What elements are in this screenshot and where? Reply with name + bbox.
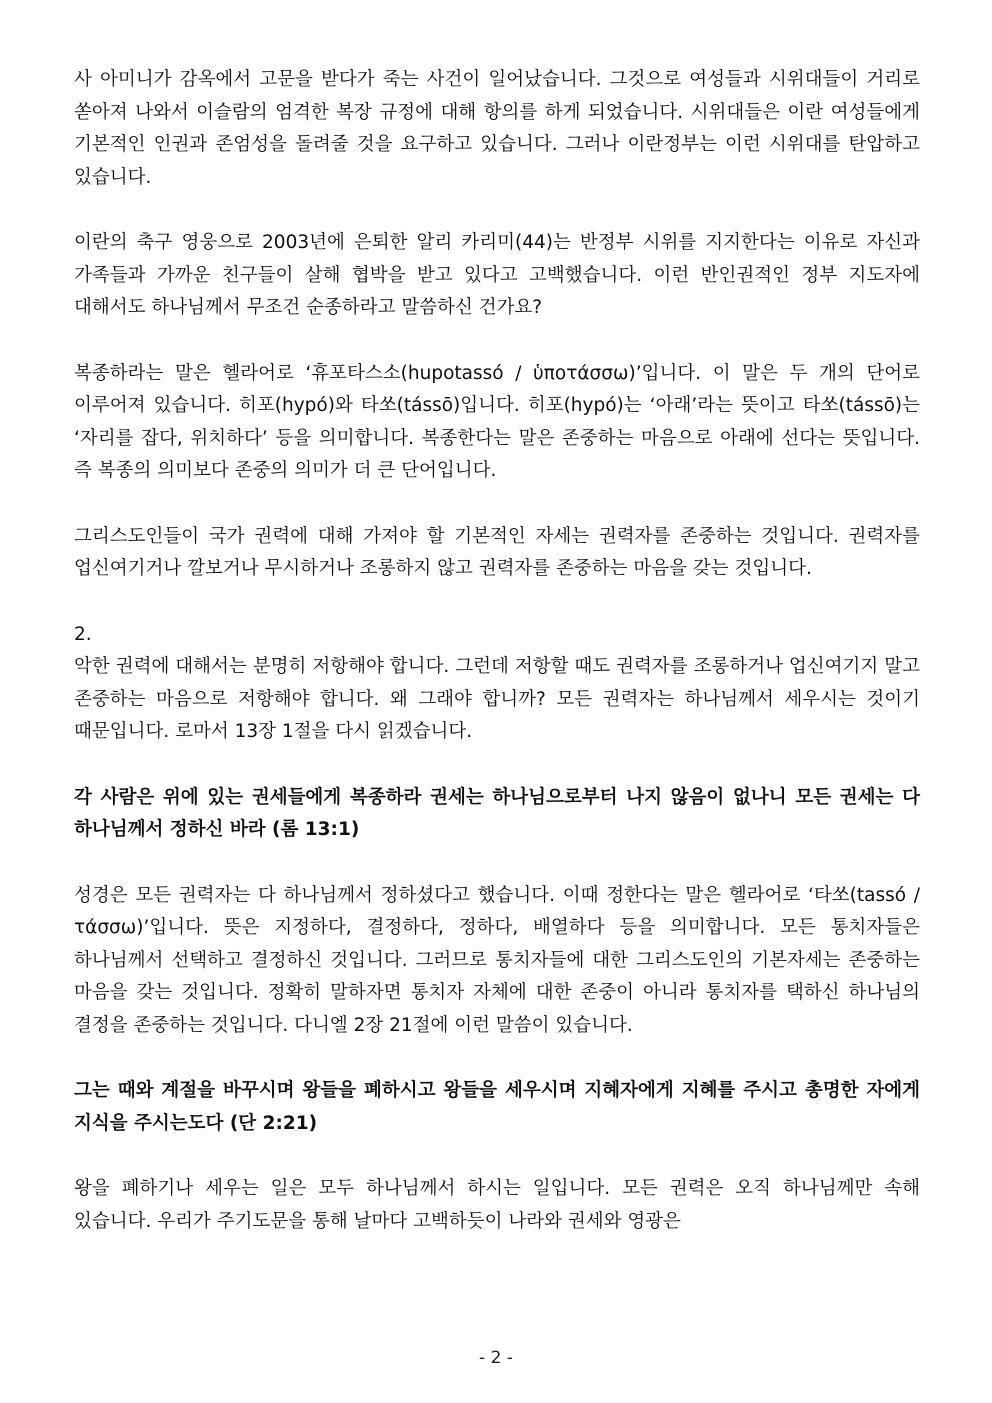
scripture-quote-daniel: 그는 때와 계절을 바꾸시며 왕들을 폐하시고 왕들을 세우시며 지혜자에게 지혜를 주시고 총명한 자에게 지식을 주시는도다 (단 2:21) [74,1080,920,1134]
paragraph-iran-protests: 사 아미니가 감옥에서 고문을 받다가 죽는 사건이 일어났습니다. 그것으로 여성들과 시위대들이 거리로 쏟아져 나와서 이슬람의 엄격한 복장 규정에 대해 항의를 하게 되었습니다. 시위대들은 이란 여성들에게 기본적인 인권과 존엄성을 돌려줄 것을 요구하고 있습니다. 그러나 이란정부는 이런 시위대를 탄압하고 있습니다. [74,69,920,188]
document-page [74,64,920,1238]
paragraph-respect-authority: 그리스도인들이 국가 권력에 대해 가져야 할 기본적인 자세는 권력자를 존중하는 것입니다. 권력자를 업신여기거나 깔보거나 무시하거나 조롱하지 않고 권력자를 존중하는 마음을 갖는 것입니다. [74,525,920,579]
scripture-quote-romans: 각 사람은 위에 있는 권세들에게 복종하라 권세는 하나님으로부터 나지 않음이 없나니 모든 권세는 다 하나님께서 정하신 바라 (롬 13:1) [74,786,920,840]
paragraph-resist-evil-power: 악한 권력에 대해서는 분명히 저항해야 합니다. 그런데 저항할 때도 권력자를 조롱하거나 업신여기지 말고 존중하는 마음으로 저항해야 합니다. 왜 그래야 합니까? 모든 권력자는 하나님께서 세우시는 것이기 때문입니다. 로마서 13장 1절을 다시 읽겠습니다. [74,656,920,742]
paragraph-tasso-meaning: 성경은 모든 권력자는 다 하나님께서 정하셨다고 했습니다. 이때 정한다는 말은 헬라어로 ‘타쏘(tassó / τάσσω)’입니다. 뜻은 지정하다, 결정하다, 정하다, 배열하다 등을 의미합니다. 모든 통치자들은 하나님께서 선택하고 결정하신 것입니다. 그러므로 통치자들에 대한 그리스도인의 기본자세는 존중하는 마음을 갖는 것입니다. 정확히 말하자면 통치자 자체에 대한 존중이 아니라 통치자를 택하신 하나님의 결정을 존중하는 것입니다. 다니엘 2장 21절에 이런 말씀이 있습니다. [74,884,920,1036]
paragraph-ali-karimi: 이란의 축구 영웅으로 2003년에 은퇴한 알리 카리미(44)는 반정부 시위를 지지한다는 이유로 자신과 가족들과 가까운 친구들이 살해 협박을 받고 있다고 고백했습니다. 이런 반인권적인 정부 지도자에 대해서도 하나님께서 무조건 순종하라고 말씀하신 건가요? [74,232,920,318]
page-number: - 2 - [479,1348,513,1368]
paragraph-god-appoints-kings: 왕을 폐하기나 세우는 일은 모두 하나님께서 하시는 일입니다. 모든 권력은 오직 하나님께만 속해 있습니다. 우리가 주기도문을 통해 날마다 고백하듯이 나라와 권세와 영광은 [74,1178,920,1232]
section-number: 2. [74,623,92,645]
paragraph-hupotasso-meaning: 복종하라는 말은 헬라어로 ‘휴포타스소(hupotassó / ὑποτάσσω)’입니다. 이 말은 두 개의 단어로 이루어져 있습니다. 히포(hypó)와 타쏘(tássō)입니다. 히포(hypó)는 ‘아래’라는 뜻이고 타쏘(tássō)는 ‘자리를 잡다, 위치하다’ 등을 의미합니다. 복종한다는 말은 존중하는 마음으로 아래에 선다는 뜻입니다. 즉 복종의 의미보다 존중의 의미가 더 큰 단어입니다. [74,362,920,481]
